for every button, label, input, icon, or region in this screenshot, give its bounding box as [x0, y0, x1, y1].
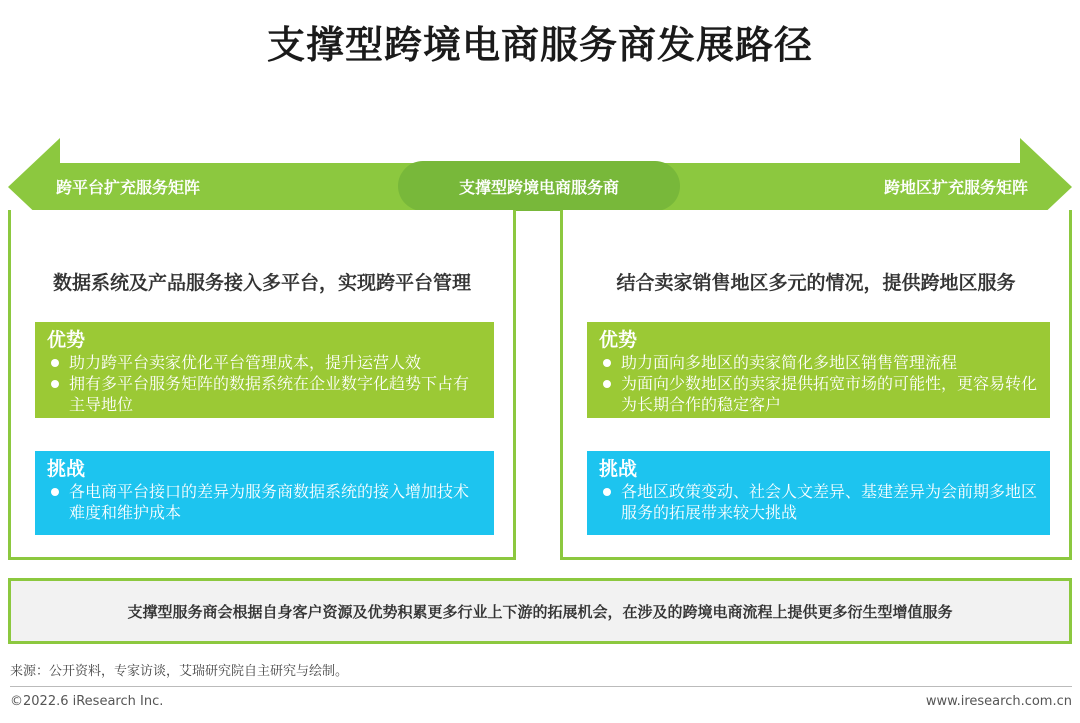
- challenges-box: [587, 451, 1050, 535]
- right-arrow-label: 跨地区扩充服务矩阵: [883, 178, 1028, 197]
- summary-box: [8, 578, 1072, 644]
- challenges-title: 挑战: [599, 458, 638, 480]
- advantage-item: 助力跨平台卖家优化平台管理成本，提升运营人效: [47, 352, 482, 373]
- challenge-item: 各电商平台接口的差异为服务商数据系统的接入增加技术难度和维护成本: [47, 481, 482, 523]
- page-title: 支撑型跨境电商服务商发展路径: [266, 23, 813, 67]
- cross-platform-panel: [8, 210, 516, 560]
- left-arrow-label: 跨平台扩充服务矩阵: [56, 178, 201, 197]
- footer-divider: [10, 686, 1072, 687]
- panel-heading: 结合卖家销售地区多元的情况，提供跨地区服务: [616, 272, 1016, 294]
- advantage-item: 助力面向多地区的卖家简化多地区销售管理流程: [599, 352, 1038, 373]
- challenges-box: [35, 451, 494, 535]
- center-pill: 支撑型跨境电商服务商: [398, 161, 680, 211]
- advantages-box: [587, 322, 1050, 418]
- website-url: www.iresearch.com.cn: [925, 694, 1072, 709]
- challenge-item: 各地区政策变动、社会人文差异、基建差异为会前期多地区服务的拓展带来较大挑战: [599, 481, 1038, 523]
- source-note: 来源：公开资料，专家访谈，艾瑞研究院自主研究与绘制。: [10, 664, 349, 679]
- advantages-box: [35, 322, 494, 418]
- advantage-item: 为面向少数地区的卖家提供拓宽市场的可能性，更容易转化为长期合作的稳定客户: [599, 373, 1038, 415]
- advantages-title: 优势: [47, 329, 86, 351]
- cross-region-panel: [560, 210, 1072, 560]
- summary-text: 支撑型服务商会根据自身客户资源及优势积累更多行业上下游的拓展机会，在涉及的跨境电商流程上提供更多衍生型增值服务: [127, 602, 953, 621]
- advantage-item: 拥有多平台服务矩阵的数据系统在企业数字化趋势下占有主导地位: [47, 373, 482, 415]
- challenges-title: 挑战: [47, 458, 86, 480]
- copyright-text: ©2022.6 iResearch Inc.: [10, 694, 164, 709]
- advantages-title: 优势: [599, 329, 638, 351]
- panel-heading: 数据系统及产品服务接入多平台，实现跨平台管理: [52, 272, 471, 294]
